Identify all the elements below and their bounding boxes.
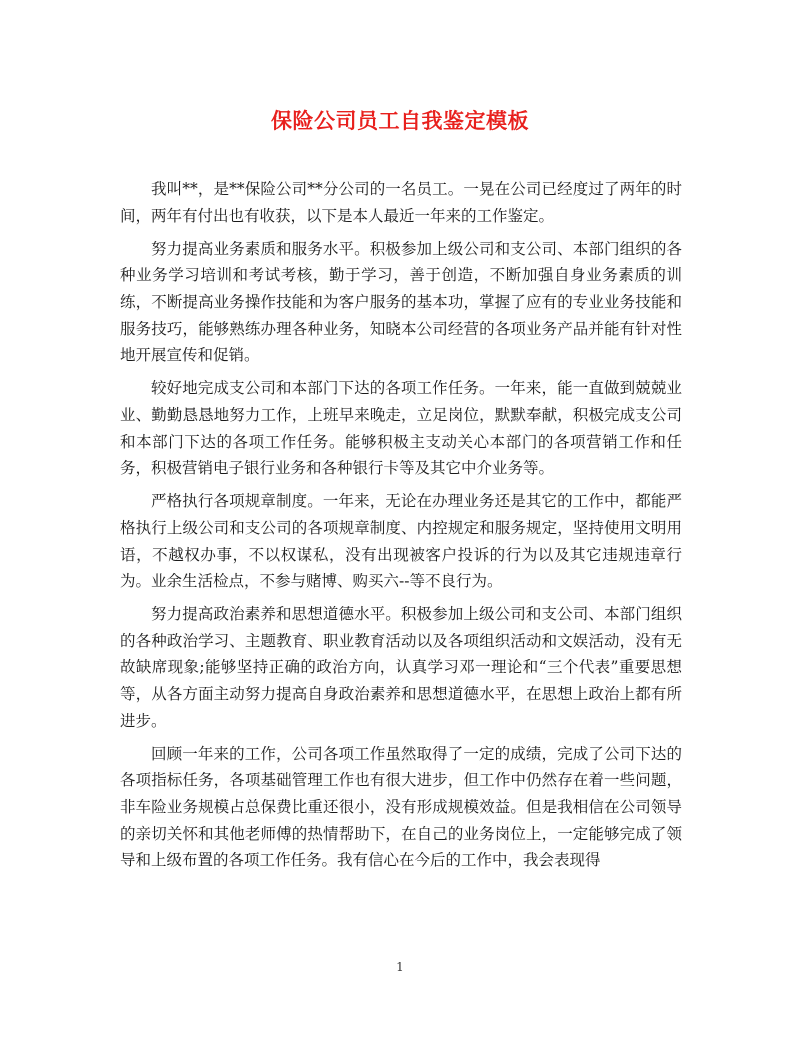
- paragraph-business-quality: 努力提高业务素质和服务水平。积极参加上级公司和支公司、本部门组织的各种业务学习培训和考试考核，勤于学习，善于创造，不断加强自身业务素质的训练，不断提高业务操作技能和为客户服务的基本功，掌握了应有的专业业务技能和服务技巧，能够熟练办理各种业务，知晓本公司经营的各项业务产品并能有针对性地开展宣传和促销。: [120, 239, 682, 365]
- paragraph-review: 回顾一年来的工作，公司各项工作虽然取得了一定的成绩，完成了公司下达的各项指标任务，各项基础管理工作也有很大进步，但工作中仍然存在着一些问题，非车险业务规模占总保费比重还很小，没有形成规模效益。但是我相信在公司领导的亲切关怀和其他老师傅的热情帮助下，在自己的业务岗位上，一定能够完成了领导和上级布置的各项工作任务。我有信心在今后的工作中，我会表现得: [120, 744, 682, 870]
- paragraph-task-completion: 较好地完成支公司和本部门下达的各项工作任务。一年来，能一直做到兢兢业业、勤勤恳恳地努力工作，上班早来晚走，立足岗位，默默奉献，积极完成支公司和本部门下达的各项工作任务。能够积极主支动关心本部门的各项营销工作和任务，积极营销电子银行业务和各种银行卡等及其它中介业务等。: [120, 379, 682, 478]
- paragraph-rules-compliance: 严格执行各项规章制度。一年来，无论在办理业务还是其它的工作中，都能严格执行上级公司和支公司的各项规章制度、内控规定和服务规定，坚持使用文明用语，不越权办事，不以权谋私，没有出现被客户投诉的行为以及其它违规违章行为。业余生活检点，不参与赌博、购买六--等不良行为。: [120, 492, 682, 591]
- document-body: [120, 176, 682, 880]
- document-title: 保险公司员工自我鉴定模板: [271, 108, 529, 133]
- paragraph-political-quality: 努力提高政治素养和思想道德水平。积极参加上级公司和支公司、本部门组织的各种政治学习、主题教育、职业教育活动以及各项组织活动和文娱活动，没有无故缺席现象;能够坚持正确的政治方向，认真学习邓一理论和“三个代表”重要思想等，从各方面主动努力提高自身政治素养和思想道德水平，在思想上政治上都有所进步。: [120, 605, 682, 730]
- page-number: 1: [396, 960, 404, 974]
- paragraph-intro: 我叫**，是**保险公司**分公司的一名员工。一晃在公司已经度过了两年的时间，两年有付出也有收获，以下是本人最近一年来的工作鉴定。: [120, 180, 682, 225]
